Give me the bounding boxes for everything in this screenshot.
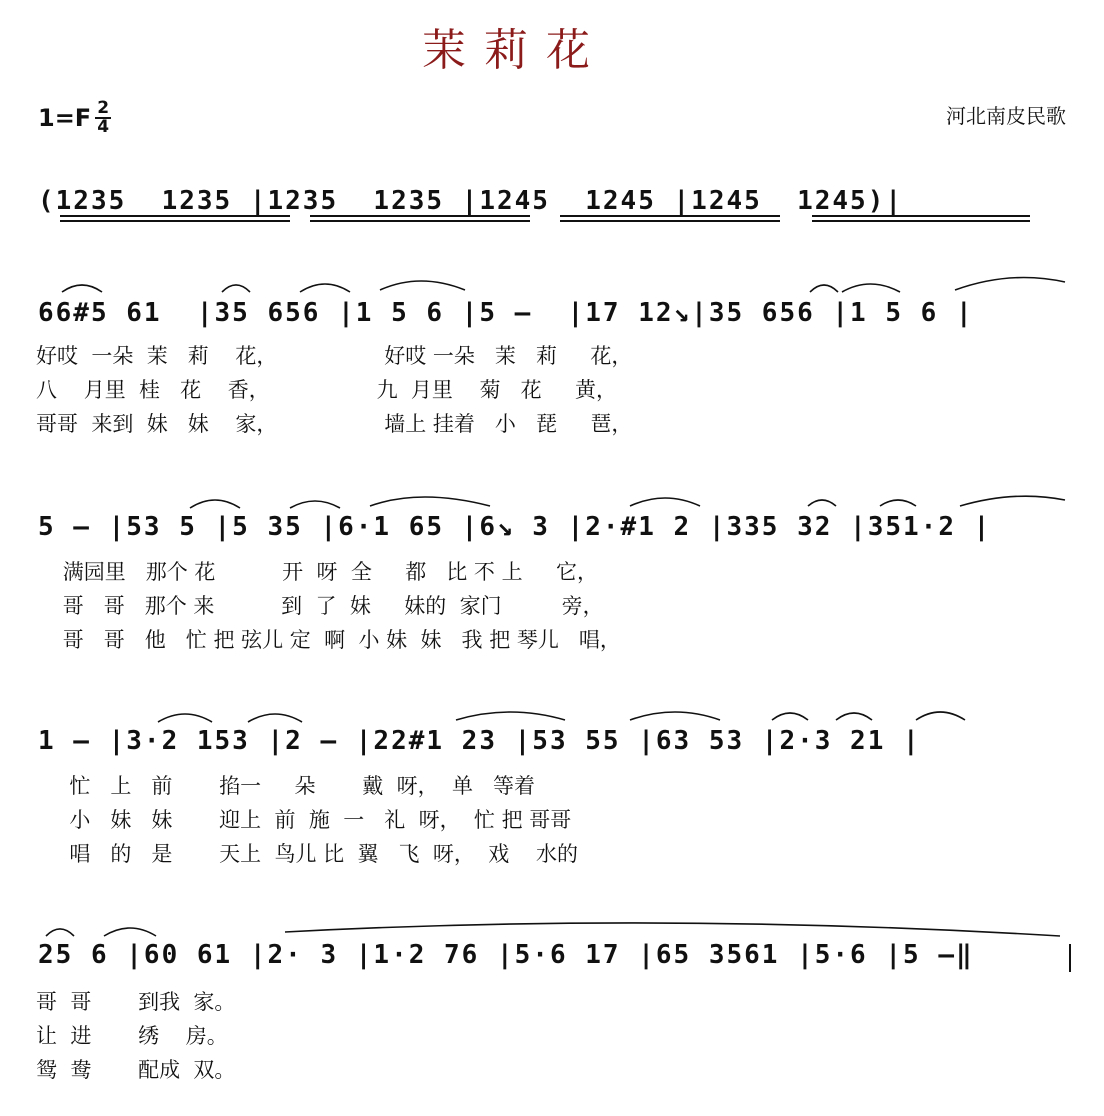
notation-row-2: 5 – |53 5 |5 35 |6·1 65 |6↘ 3 |2·#1 2 |335 32 |351·2 | (38, 512, 992, 542)
lyric-row-4-verse-1: 哥 哥 到我 家。 (36, 990, 236, 1014)
row-3-slurs (158, 712, 965, 722)
row-1-slurs (62, 278, 1065, 293)
time-numerator: 2 (97, 98, 110, 118)
lyric-row-2-verse-3: 哥 哥 他 忙 把 弦儿 定 啊 小 妹 妹 我 把 琴儿 唱， (36, 628, 621, 652)
notation-row-4: 25 6 |60 61 |2· 3 |1·2 76 |5·6 17 |65 3561 |5·6 |5 –‖ (38, 940, 974, 970)
lyric-row-1-verse-3: 哥哥 来到 妹 妹 家， 墙上 挂着 小 琵 琶， (36, 412, 633, 436)
row-2-slurs (190, 496, 1065, 508)
lyric-row-2-verse-1: 满园里 那个 花 开 呀 全 都 比 不 上 它， (36, 560, 598, 584)
lyric-row-3-verse-3: 唱 的 是 天上 鸟儿 比 翼 飞 呀， 戏 水的 (36, 842, 578, 866)
lyric-row-1-verse-2: 八 月里 桂 花 香， 九 月里 菊 花 黄， (36, 378, 618, 402)
lyric-row-4-verse-2: 让 进 绣 房。 (36, 1024, 228, 1048)
lyric-row-4-verse-3: 鸳 鸯 配成 双。 (36, 1058, 236, 1082)
row-4-slurs (46, 923, 1060, 936)
notation-row-3: 1 – |3·2 153 |2 – |22#1 23 |53 55 |63 53 |2·3 21 | (38, 726, 921, 756)
notation-row-1: 66#5 61 |35 656 |1 5 6 |5 – |17 12↘|35 656 |1 5 6 | (38, 298, 974, 328)
lyric-row-1-verse-1: 好哎 一朵 茉 莉 花， 好哎 一朵 茉 莉 花， (36, 344, 633, 368)
lyric-row-3-verse-2: 小 妹 妹 迎上 前 施 一 礼 呀， 忙 把 哥哥 (36, 808, 572, 832)
lyric-row-2-verse-2: 哥 哥 那个 来 到 了 妹 妹的 家门 旁， (36, 594, 604, 618)
lyric-row-3-verse-1: 忙 上 前 掐一 朵 戴 呀， 单 等着 (36, 774, 535, 798)
time-denominator: 4 (97, 117, 110, 137)
song-source: 河北南皮民歌 (946, 104, 1066, 128)
intro-underlines (60, 216, 1030, 221)
song-title: 茉莉花 (422, 25, 608, 76)
key-prefix: 1=F (38, 104, 92, 132)
notation-row-intro: (1235 1235 |1235 1235 |1245 1245 |1245 1245)| (38, 186, 904, 216)
